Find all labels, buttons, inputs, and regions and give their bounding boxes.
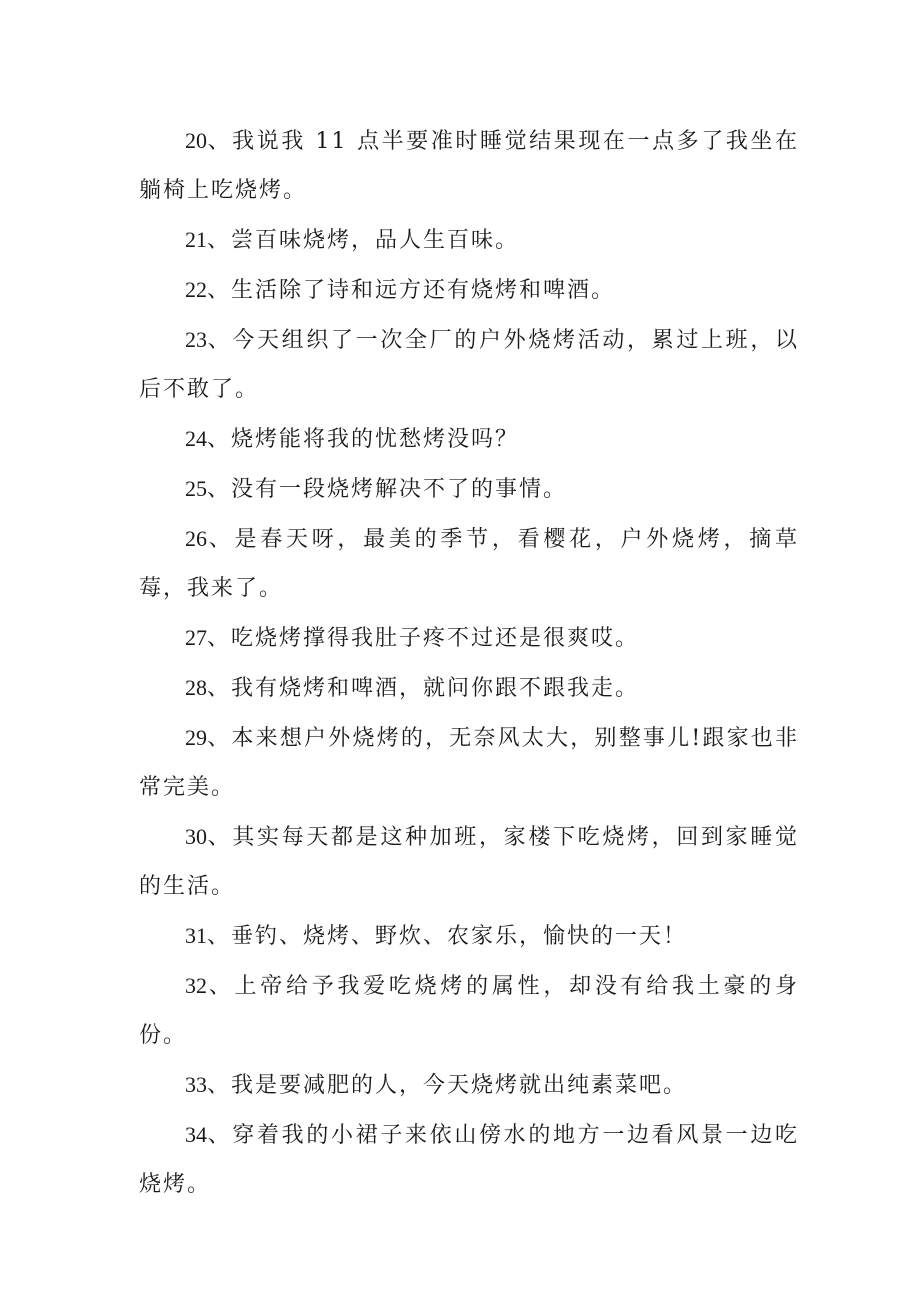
item-number: 30 bbox=[185, 824, 207, 849]
item-text: 、没有一段烧烤解决不了的事情。 bbox=[207, 477, 568, 502]
list-item bbox=[139, 514, 799, 613]
item-text: 、烧烤能将我的忧愁烤没吗？ bbox=[207, 427, 520, 452]
document-body bbox=[139, 116, 799, 1209]
item-number: 20 bbox=[185, 128, 207, 153]
list-item bbox=[139, 713, 799, 812]
item-number: 29 bbox=[185, 725, 207, 750]
item-text: 、今天组织了一次全厂的户外烧烤活动，累过上班，以后不敢了。 bbox=[139, 328, 799, 402]
item-number: 26 bbox=[185, 526, 207, 551]
list-item bbox=[139, 414, 799, 464]
list-item bbox=[139, 613, 799, 663]
item-number: 34 bbox=[185, 1122, 207, 1147]
item-number: 27 bbox=[185, 625, 207, 650]
list-item bbox=[139, 116, 799, 215]
item-text: 、我有烧烤和啤酒，就问你跟不跟我走。 bbox=[207, 676, 640, 701]
item-text: 、我说我 11 点半要准时睡觉结果现在一点多了我坐在躺椅上吃烧烤。 bbox=[139, 129, 799, 203]
list-item bbox=[139, 1060, 799, 1110]
item-number: 21 bbox=[185, 227, 207, 252]
item-number: 33 bbox=[185, 1072, 207, 1097]
item-number: 25 bbox=[185, 476, 207, 501]
item-text: 、本来想户外烧烤的，无奈风太大，别整事儿!跟家也非常完美。 bbox=[139, 726, 799, 800]
item-text: 、穿着我的小裙子来依山傍水的地方一边看风景一边吃烧烤。 bbox=[139, 1123, 799, 1197]
list-item bbox=[139, 812, 799, 911]
item-text: 、是春天呀，最美的季节，看樱花，户外烧烤，摘草莓，我来了。 bbox=[139, 527, 799, 601]
item-number: 32 bbox=[185, 973, 207, 998]
list-item bbox=[139, 1110, 799, 1209]
list-item bbox=[139, 265, 799, 315]
item-number: 22 bbox=[185, 277, 207, 302]
list-item bbox=[139, 464, 799, 514]
item-number: 28 bbox=[185, 675, 207, 700]
item-text: 、生活除了诗和远方还有烧烤和啤酒。 bbox=[207, 278, 616, 303]
list-item bbox=[139, 911, 799, 961]
item-number: 23 bbox=[185, 327, 207, 352]
item-text: 、我是要减肥的人，今天烧烤就出纯素菜吧。 bbox=[207, 1073, 688, 1098]
list-item bbox=[139, 961, 799, 1060]
item-number: 31 bbox=[185, 923, 207, 948]
item-number: 24 bbox=[185, 426, 207, 451]
list-item bbox=[139, 215, 799, 265]
item-text: 、尝百味烧烤，品人生百味。 bbox=[207, 228, 520, 253]
item-text: 、吃烧烤撑得我肚子疼不过还是很爽哎。 bbox=[207, 626, 640, 651]
item-text: 、其实每天都是这种加班，家楼下吃烧烤，回到家睡觉的生活。 bbox=[139, 825, 799, 899]
item-text: 、上帝给予我爱吃烧烤的属性，却没有给我土豪的身份。 bbox=[139, 974, 799, 1048]
list-item bbox=[139, 663, 799, 713]
item-text: 、垂钓、烧烤、野炊、农家乐，愉快的一天！ bbox=[207, 924, 688, 949]
list-item bbox=[139, 315, 799, 414]
